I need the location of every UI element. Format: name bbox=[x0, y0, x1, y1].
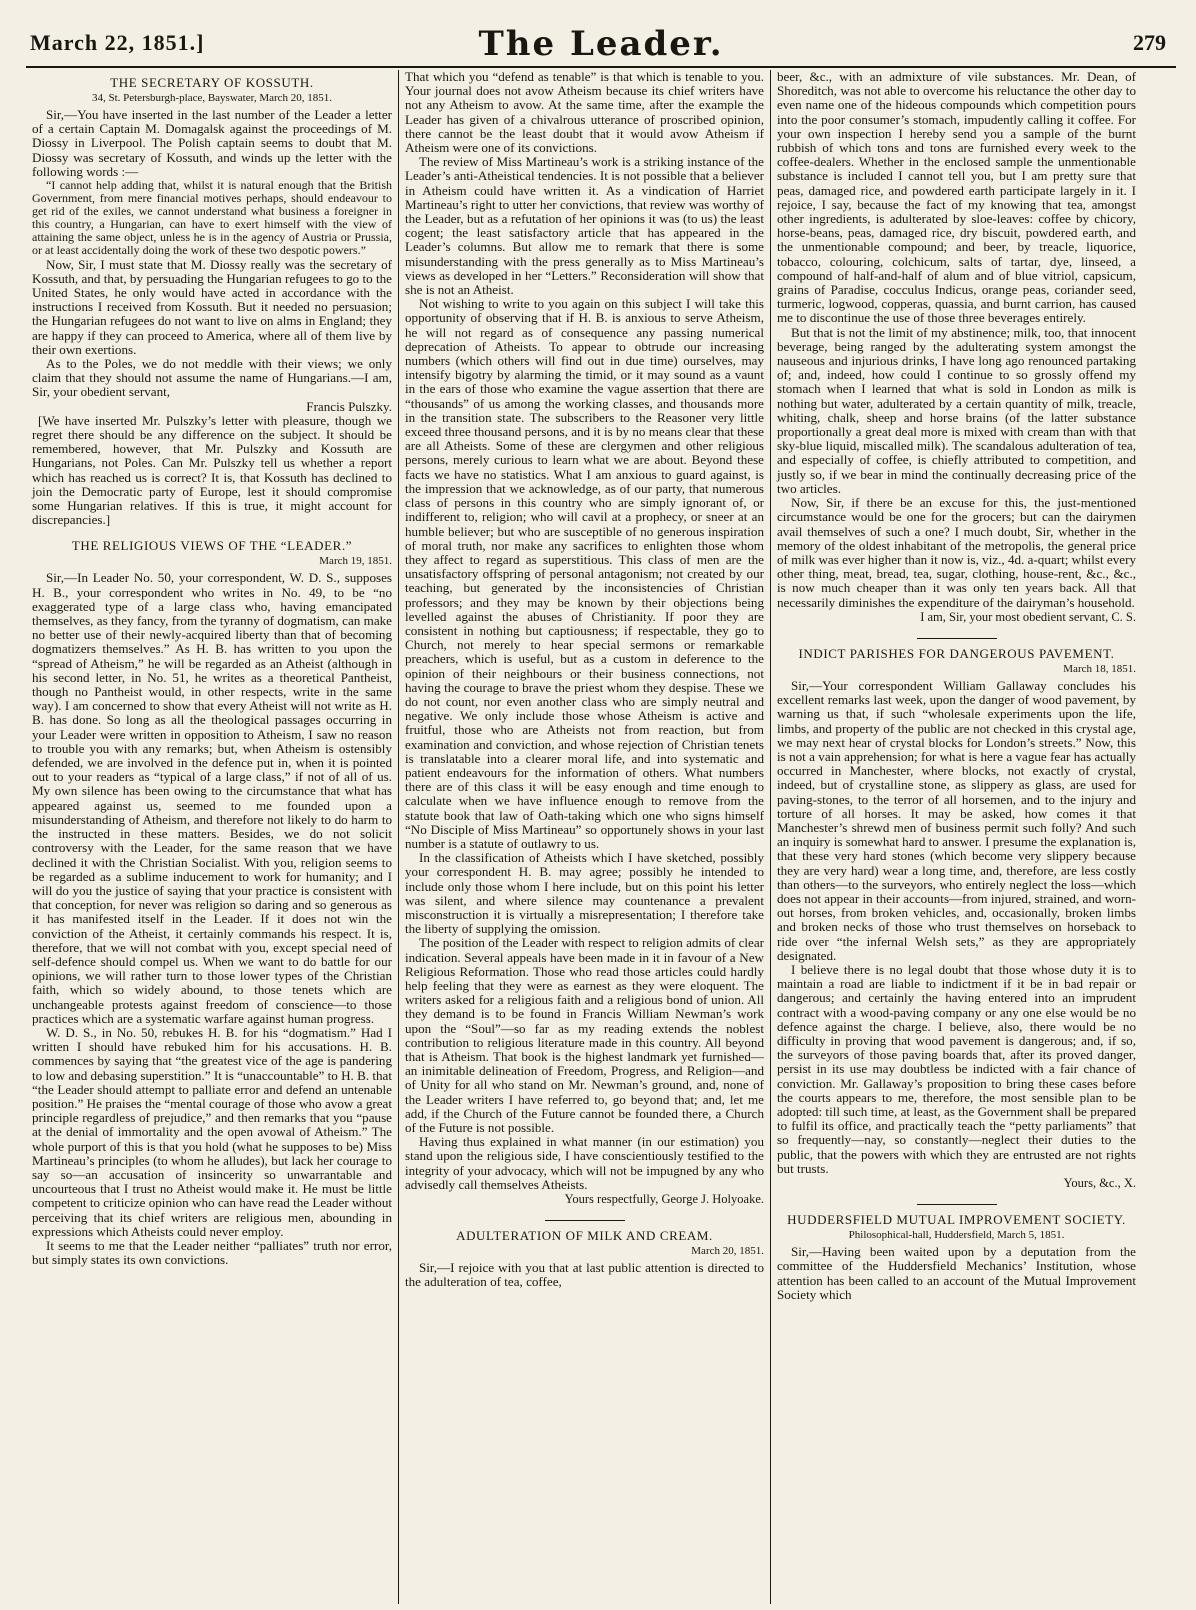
paragraph: Sir,—I rejoice with you that at last public attention is directed to the adulteration of tea, coffee, bbox=[405, 1260, 764, 1290]
column-3 bbox=[770, 70, 1142, 1604]
paragraph: Sir,—Your correspondent William Gallaway concludes his excellent remarks last week, upon the danger of wood pavement, by warning us that, if such “wholesale experiments upon the life, limbs, and property of the public are not checked in this crystal age, we may next hear of crystal blocks for London’s streets.” Now, this is not a vain apprehension; for what is here a vague fear has actually occurred in Manchester, where blocks, not exactly of crystal, indeed, but of crystalline stone, as slippery as glass, are used for paving-stones, to the terror of all horsemen, and to the injury and torture of all horses. It may be asked, how comes it that Manchester’s shrewd men of business permit such folly? And such an inquiry is somewhat hard to answer. I presume the explanation is, that these very hard stones (which become very slippery because they are very hard) wear a long time, and, therefore, are less costly than others—to the surveyors, who entirely neglect the loss—which does not appear in their accounts—from injured, strained, and worn-out horses, from broken vehicles, and, occasionally, broken limbs and broken necks of those who trust themselves on horseback to ride over “the infernal Welsh sets,” as they are appropriately designated. bbox=[777, 677, 1136, 963]
paragraph: Not wishing to write to you again on this subject I will take this opportunity of observing that if H. B. is anxious to serve Atheism, he will not regard as of consequence any passing numerical deprecation of Atheists. To appear to obtrude our increasing numbers (which others will find out in due time) ourselves, may intensify bigotry by alarming the timid, or it may sound as a vaunt in the ears of those who examine the vague assertion that there are “thousands” of us among the working classes, and thousands more in the transition state. The subscribers to the Reasoner very little exceed three thousand persons, and it is by no means clear that these are all Atheists. Some of these are clergymen and other religious persons, merely curious to learn what we are about. Beyond these facts we have no statistics. What I am anxious to guard against, is the impression that we acknowledge, as of our party, that numerous class of persons in this country who are simply ignorant of, or indifferent to, religion; who will cavil at a prophecy, or sneer at an humble believer; but who are susceptible of no generous inspiration of moral truth, nor make any sacrifices to enlighten those whom they affect to regard as superstitious. This class of men are the unsatisfactory offspring of personal antagonism; not created by our teaching, but generated by the inconsistencies of Christian professors; and they may be known by their objections being levelled against the abuses of Christianity. If poor they are consistent in nothing but captiousness; if respectable, they go to Church, not merely to hear special sermons or remarkable preachers, which is useful, but as a custom in deference to the opinion of their neighbours or their business connections, not having the courage to brave the priest whom they despise. These we do not count, nor even another class who are simply neutral and negative. We only include those whose Atheism is active and fruitful, those who are Atheists not from reaction, but from examination and conviction, and whose rejection of Christian tenets is translatable into a clearer moral life, and into systematic and patient endeavours for the information of others. What numbers there are of this class it will be easy enough and time enough to calculate when we have influence enough to remove from the statute book that law of Oath-taking which one who signs himself “No Disciple of Miss Martineau” so opportunely shows in your last number is a statute of outlawry to us. bbox=[405, 296, 764, 851]
newspaper-title: The Leader. bbox=[478, 24, 724, 64]
signature: Yours respectfully, George J. Holyoake. bbox=[564, 1192, 764, 1207]
paragraph: Sir,—In Leader No. 50, your correspondent, W. D. S., supposes H. B., your correspondent who writes in No. 49, to be “no exaggerated type of a large class who, having emancipated themselves, as they fancy, from the tyranny of dogmatism, can make no better use of their newly-acquired liberty than that of becoming dogmatizers themselves.” As H. B. has written to you upon the “spread of Atheism,” he will be regarded as an Atheist (although in his second letter, in No. 51, he writes as a theoretical Pantheist, though no Pantheist would, in other respects, write in the same way). I am concerned to show that every Atheist will not write as H. B. has done. So long as all the theological passages occurring in your Leader were written in opposition to Atheism, I saw no reason to trouble you with any remarks; but, when Atheism is ostensibly defended, we are involved in the defence put in, when it is pointed out to your readers as “typical of a large class,” if not of all of us. My own silence has been owing to the circumstance that what has appeared against us, seemed to me founded upon a misunderstanding of Atheism, and therefore not likely to do harm to the instructed in these matters. Besides, we do not solicit controversy with the Leader, for the same reason that we have declined it with the Christian Socialist. With you, religion seems to be regarded as a sublime inducement to work for humanity; and I will do you the justice of saying that your practice is consistent with that conception, for never was religion so daring and so generous as it has manifested itself in the Leader. If it does not win the conviction of the Atheist, it certainly commands his respect. It is, therefore, that we will not combat with you, except special need of self-defence should compel us. When we want to do battle for our opinions, we will rather turn to those lower types of the Christian faith, which so widely abound, to those tenets which are unchangeable protests against freedom of conscience—to those practices which are a systematic warfare against human progress. bbox=[32, 570, 392, 1026]
paragraph: beer, &c., with an admixture of vile substances. Mr. Dean, of Shoreditch, was not able to overcome his reluctance the other day to even name one of the hideous compounds which competition pours into the poor consumer’s stomach, impudently calling it coffee. For your own inspection I hereby send you a sample of the burnt rubbish of which tons and tons are furnished every week to the coffee-dealers. Whether in the enclosed sample the unmentionable substance is included I cannot tell you, but I am pretty sure that peas, damaged rice, and powdered earth participate largely in it. I rejoice, I say, because the fact of my knowing that tea, amongst other ingredients, is adulterated by sloe-leaves: coffee by chicory, horse-beans, peas, damaged rice, dry biscuit, powdered earth, and the unmentionable compound; and beer, by treacle, liquorice, tobacco, colouring, colchicum, salts of tartar, dye, linseed, a compound of half-and-half of alum and of blue vitriol, capsicum, grains of Paradise, cocculus Indicus, orange peas, coriander seed, turmeric, logwood, copperas, quassia, and burnt carrion, has caused me to discontinue the use of those three beverages entirely. bbox=[777, 70, 1136, 326]
issue-date: March 22, 1851.] bbox=[30, 30, 205, 55]
paragraph: Having thus explained in what manner (in our estimation) you stand upon the religious side, I have conscientiously testified to the integrity of your advocacy, which will not be impugned by any who advisedly call themselves Atheists. bbox=[405, 1134, 764, 1192]
paragraph: In the classification of Atheists which I have sketched, possibly your correspondent H. B. may agree; possibly he intended to include only those whom I here include, but on this point his letter was silent, and where silence may countenance a prevalent misconstruction it is virtually a misrepresentation; I therefore take the liberty of supplying the omission. bbox=[405, 850, 764, 937]
article-address: Philosophical-hall, Huddersfield, March 5, 1851. bbox=[848, 1229, 1065, 1242]
article-title: HUDDERSFIELD MUTUAL IMPROVEMENT SOCIETY. bbox=[787, 1212, 1126, 1228]
editor-note: [We have inserted Mr. Pulszky’s letter with pleasure, though we regret there should be any difference on the subject. It should be remembered, however, that Mr. Pulszky and Kossuth are Hungarians, not Poles. Can Mr. Pulszky tell us whether a report which has reached us is correct? It is, that Kossuth has declined to join the Democratic party of Europe, lest it should compromise some Hungarian relatives. If this is true, it might account for discrepancies.] bbox=[32, 412, 392, 528]
paragraph: That which you “defend as tenable” is that which is tenable to you. Your journal does not avow Atheism because its chief writers have not any Atheism to avow. At the same time, after the example the Leader has given of a chivalrous utterance of proscribed opinion, there cannot be the least doubt that it would avow Atheism if Atheism were one of its convictions. bbox=[405, 70, 764, 156]
signature: Francis Pulszky. bbox=[306, 398, 392, 414]
paragraph: But that is not the limit of my abstinence; milk, too, that innocent beverage, being ranged by the adulterating system amongst the nauseous and injurious drinks, I have long ago renounced partaking of; and, indeed, how could I continue to so grossly offend my stomach when I learned that what is sold in London as milk is nothing but water, adulterated by a certain quantity of milk, treacle, whiting, chalk, sheep and horse brains (of the latter substance proportionally a great deal more is mixed with cream than with that sky-blue liquid, miscalled milk). The scandalous adulteration of tea, and especially of coffee, is chiefly attributed to competition, and justly so, if we bear in mind the continually decreasing price of the two articles. bbox=[777, 324, 1136, 496]
paragraph: As to the Poles, we do not meddle with their views; we only claim that they should not assume the name of Hungarians.—I am, Sir, your obedient servant, bbox=[32, 356, 392, 400]
paragraph: W. D. S., in No. 50, rebukes H. B. for his “dogmatism.” Had I written I should have rebuked him for his accusations. H. B. commences by saying that “the greatest vice of the age is pandering to low and debasing superstition.” It is “unaccountable” to H. B. that “the Leader should attempt to palliate error and defend an untenable position.” He praises the “mental courage of those who avow a great principle regardless of prejudice,” and then remarks that you “pause at the denial of immortality and the open avowal of Atheism.” The whole purport of this is that you hold (what he supposes to be) Miss Martineau’s principles (to whom he alludes), but lack her courage to say so—an accusation of insincerity so unwarrantable and uncourteous that I trust no Atheist would make it. He must be little competent to criticize opinion who can have read the Leader without perceiving that its chief writers are religious men, abounding in expressions which Atheists could never employ. bbox=[32, 1024, 392, 1239]
masthead bbox=[26, 22, 1176, 68]
article-date: March 18, 1851. bbox=[1063, 662, 1136, 675]
article-date: March 19, 1851. bbox=[319, 555, 392, 568]
page-number: 279 bbox=[1133, 30, 1166, 55]
paragraph: Sir,—Having been waited upon by a deputation from the committee of the Huddersfield Mechanics’ Institution, whose attention has been called to an account of the Mutual Improvement Society which bbox=[777, 1244, 1136, 1302]
quoted-paragraph: “I cannot help adding that, whilst it is natural enough that the British Government, from mere financial motives perhaps, should endeavour to get rid of the exiles, we cannot understand what business a foreigner in this country, a Hungarian, can have to exert himself with the view of attaining the same object, unless he is in the agency of Austria or Prussia, or at least accidentally doing the work of these two despotic powers.” bbox=[32, 178, 392, 258]
column-2 bbox=[398, 70, 770, 1604]
divider bbox=[545, 1220, 625, 1221]
divider bbox=[917, 638, 997, 639]
paragraph: The position of the Leader with respect to religion admits of clear indication. Several appeals have been made in it in favour of a New Religious Reformation. Those who read those articles could hardly help feeling that they were as earnest as they were eloquent. The writers asked for a religious faith and a religious bond of union. All they demand is to be found in Francis William Newman’s work upon the “Soul”—so far as my reading extends the noblest contribution to religious literature made in this country. All beyond that is Atheism. That book is the highest landmark yet furnished—an inimitable delineation of Freedom, Progress, and Religion—and of Unity for all who stand on Mr. Newman’s ground, and, none of the Leader writers I have referred to, go beyond that; and, let me add, if the Church of the Future cannot be founded there, a Church of the Future is not possible. bbox=[405, 935, 764, 1136]
article-title: INDICT PARISHES FOR DANGEROUS PAVEMENT. bbox=[798, 645, 1115, 661]
column-1 bbox=[26, 70, 398, 1604]
paragraph: It seems to me that the Leader neither “palliates” truth nor error, but simply states its own convictions. bbox=[32, 1237, 392, 1268]
divider bbox=[917, 1204, 997, 1205]
paragraph: I believe there is no legal doubt that those whose duty it is to maintain a road are liable to indictment if it be in bad repair or dangerous; and certainly the having entered into an imprudent contract with a wood-paving company or any one else would be no defence against the charge. I believe, also, there would be no difficulty in proving that wood pavement is dangerous; and, if so, the surveyors of those paving boards that, after its proved danger, persist in its use may doubtless be indicted with a fair chance of conviction. Mr. Gallaway’s proposition to bring these cases before the courts appears to me, therefore, the most sensible plan to be adopted: till such time, at least, as the Government shall be prepared to fulfil its office, and practically teach the “petty parliaments” that so frequently—nay, so constantly—neglect their duties to the public, that the powers with which they are entrusted are not rights but trusts. bbox=[777, 961, 1136, 1176]
article-title: THE RELIGIOUS VIEWS OF THE “LEADER.” bbox=[71, 538, 353, 554]
columns bbox=[26, 70, 1176, 1604]
signature: I am, Sir, your most obedient servant, C. S. bbox=[920, 609, 1136, 624]
article-address: 34, St. Petersburgh-place, Bayswater, March 20, 1851. bbox=[91, 92, 333, 104]
paragraph: Sir,—You have inserted in the last number of the Leader a letter of a certain Captain M. Domagalsk against the proceedings of M. Diossy in Liverpool. The Polish captain seems to doubt that M. Diossy was secretary of Kossuth, and winds up the letter with the following words :— bbox=[32, 107, 392, 179]
article-title: ADULTERATION OF MILK AND CREAM. bbox=[456, 1228, 713, 1244]
paragraph: Now, Sir, if there be an excuse for this, the just-mentioned circumstance would be one for the grocers; but can the dairymen avail themselves of such a one? I much doubt, Sir, whether in the memory of the oldest inhabitant of the metropolis, the general price of milk was ever higher than it now is, viz., 4d. a-quart; whilst every other thing, meat, bread, tea, sugar, clothing, house-rent, &c., &c., is now much cheaper than it was only ten years back. All that necessarily diminishes the expenditure of the dairyman’s household. bbox=[777, 495, 1136, 610]
signature: Yours, &c., X. bbox=[1063, 1176, 1136, 1191]
paragraph: The review of Miss Martineau’s work is a striking instance of the Leader’s anti-Atheistical tendencies. It is not possible that a believer in Atheism could have written it. As a vindication of Harriet Martineau’s right to utter her convictions, that review was worthy of the Leader, but as a refutation of her opinions it was (to us) the least cogent; the least satisfactory article that has appeared in the Leader’s columns. But allow me to remark that there is some misunderstanding with the press generally as to Miss Martineau’s views as developed in her “Letters.” Reconsideration will show that she is not an Atheist. bbox=[405, 154, 764, 298]
article-title: THE SECRETARY OF KOSSUTH. bbox=[110, 75, 314, 90]
article-date: March 20, 1851. bbox=[691, 1245, 764, 1258]
paragraph: Now, Sir, I must state that M. Diossy really was the secretary of Kossuth, and that, by persuading the Hungarian refugees to go to the United States, he only would have acted in accordance with the instructions I received from Kossuth. But it needed no persuasion; the Hungarian refugees do not want to live on alms in England; they are happy if they can proceed to America, where all of them live by their own exertions. bbox=[32, 256, 392, 357]
